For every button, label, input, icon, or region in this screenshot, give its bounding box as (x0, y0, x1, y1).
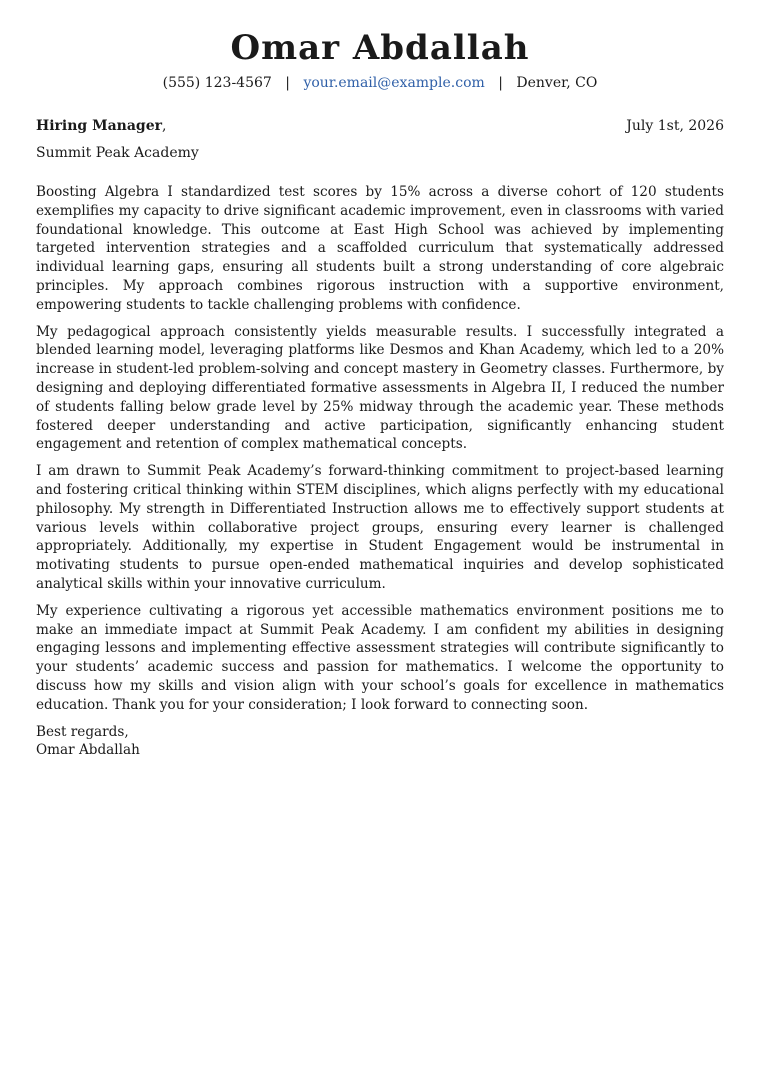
recipient-line (36, 117, 166, 135)
signature: Omar Abdallah (36, 742, 140, 759)
closing-block (36, 723, 724, 761)
recipient-title-suffix: , (161, 118, 167, 134)
separator: | (498, 75, 503, 91)
body-paragraph: My pedagogical approach consistently yields measurable results. I successfully integrated a blended learning model, leveraging platforms like Desmos and Khan Academy, which led to a 20% increase in student-led problem-solving and concept mastery in Geometry classes. Furthermore, by designing and deploying differentiated formative assessments in Algebra II, I reduced the number of students falling below grade level by 25% midway through the academic year. These methods fostered deeper understanding and active participation, significantly enhancing student engagement and retention of complex mathematical concepts. (36, 323, 724, 453)
salutation: Best regards, (36, 723, 129, 740)
body-paragraph: Boosting Algebra I standardized test scores by 15% across a diverse cohort of 120 students exemplifies my capacity to drive significant academic improvement, even in classrooms with varied foundational knowledge. This outcome at East High School was achieved by implementing targeted intervention strategies and a scaffolded curriculum that systematically addressed individual learning gaps, ensuring all students built a strong understanding of core algebraic principles. My approach combines rigorous instruction with a supportive environment, empowering students to tackle challenging problems with confidence. (36, 184, 724, 313)
recipient-title: Hiring Manager (36, 118, 162, 134)
body-paragraph: My experience cultivating a rigorous yet accessible mathematics environment positions me to make an immediate impact at Summit Peak Academy. I am confident my abilities in designing engaging lessons and implementing effective assessment strategies will contribute significantly to your students’ academic success and passion for mathematics. I welcome the opportunity to discuss how my skills and vision align with your school’s goals for excellence in mathematics education. Thank you for your consideration; I look forward to connecting soon. (36, 602, 724, 713)
separator: | (285, 75, 290, 91)
letter-date: July 1st, 2026 (626, 118, 724, 134)
phone-number: (555) 123-4567 (162, 75, 272, 91)
recipient-organization: Summit Peak Academy (36, 145, 199, 161)
letter-body (36, 183, 724, 715)
location: Denver, CO (516, 75, 598, 91)
email-link[interactable]: your.email@example.com (303, 75, 485, 91)
applicant-name: Omar Abdallah (230, 28, 530, 68)
body-paragraph: I am drawn to Summit Peak Academy’s forward-thinking commitment to project-based learning and fostering critical thinking within STEM disciplines, which aligns perfectly with my educational philosophy. My strength in Differentiated Instruction allows me to effectively support students at various levels within collaborative project groups, ensuring every learner is challenged appropriately. Additionally, my expertise in Student Engagement would be instrumental in motivating students to pursue open-ended mathematical inquiries and develop sophisticated analytical skills within your innovative curriculum. (36, 463, 724, 592)
recipient-date-row (36, 117, 724, 135)
contact-line (36, 74, 724, 92)
